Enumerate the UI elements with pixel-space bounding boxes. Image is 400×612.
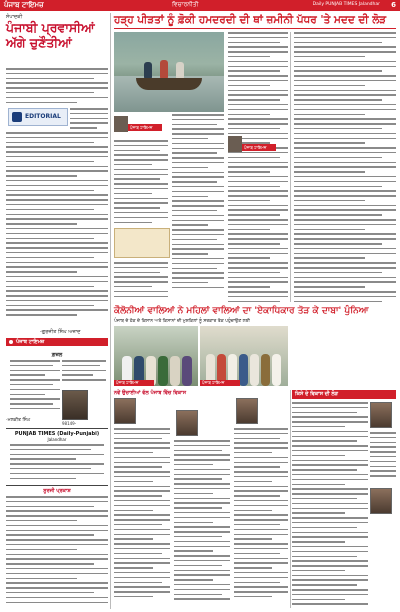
editorial-text-side (70, 108, 108, 130)
flood-boat-photo (114, 32, 224, 112)
byline-card (114, 116, 162, 138)
editorial-icon (12, 112, 22, 122)
author-phone: 98149- (62, 421, 77, 426)
right-box-header: ਕਿਸੇ ਦੇ ਵਿਕਾਸ ਦੀ ਲੋੜ (292, 390, 396, 399)
portrait-photo (370, 488, 392, 514)
portrait-photo (114, 398, 136, 424)
person (272, 354, 281, 386)
person (182, 356, 192, 386)
byline-label: ਪੰਜਾਬ ਟਾਇਮਜ਼ (128, 124, 162, 131)
second-subheadline: ਪੰਜਾਬ ਦੇ ਹੱਕ ਦੇ ਕਿਸਾਨ ਅਤੇ ਕਿਸਾਨਾਂ ਦੀ ਮੁਸ਼ਕਿਲਾਂ ਨੂੰ ਸਰਕਾਰ ਤੱਕ ਪਹੁੰਚਾਉਣ ਲਈ (114, 319, 250, 324)
lower-text-col-1 (114, 428, 170, 608)
imprint-box (6, 428, 108, 486)
editorial-headline: ਪੰਜਾਬੀ ਪ੍ਰਵਾਸੀਆਂ ਅੱਗੇ ਚੁਣੌਤੀਆਂ (6, 20, 95, 50)
person (239, 354, 248, 386)
main-text-col-1b (114, 262, 168, 302)
column-divider (110, 13, 111, 609)
imprint-subtitle: Jalandhar (47, 437, 67, 442)
right-box-text-2 (370, 432, 396, 484)
person (261, 354, 270, 386)
person (160, 60, 168, 80)
poem-title: ਗ਼ਜ਼ਲ (51, 352, 63, 358)
editorial-badge (8, 108, 68, 126)
bottom-column-head: ਸੂਰਜੀ ਪ੍ਰਕਾਸ਼ (43, 488, 71, 494)
main-headline: ਹੜ੍ਹ ਪੀੜਤਾਂ ਨੂੰ ਫ਼ੋਕੀ ਹਮਦਰਦੀ ਦੀ ਥਾਂ ਜ਼ਮੀਨੀ ਪੱਧਰ 'ਤੇ ਮਦਦ ਦੀ ਲੋੜ (114, 14, 387, 26)
quote-box (114, 228, 170, 258)
page-number: 6 (391, 1, 396, 9)
poem-author: -ਮਲਕੀਤ ਸਿੰਘ (6, 418, 31, 423)
group-photo-left (114, 326, 198, 386)
column-divider (290, 32, 291, 302)
poem-text (10, 360, 60, 416)
paper-name: ਪੰਜਾਬ ਟਾਇਮਜ਼ (4, 1, 44, 9)
group-photo-right (200, 326, 288, 386)
portrait-photo (236, 398, 258, 424)
masthead-bar (0, 0, 400, 11)
third-headline: ਨਵੇਂ ਉਚਾਈਆਂ ਵੱਲ ਪੰਜਾਬ ਵਿੱਚ ਵਿਕਾਸ (114, 390, 187, 396)
main-text-col-3 (228, 32, 288, 302)
imprint-title: PUNJAB TIMES (Daily-Punjabi) (14, 431, 100, 437)
editorial-badge-label: EDITORIAL (25, 113, 61, 120)
right-text-col (294, 32, 396, 302)
author-photo (62, 390, 88, 420)
byline-photo (228, 136, 242, 152)
person (158, 356, 168, 386)
editorial-text-top (6, 68, 108, 106)
photo-caption-right: ਪੰਜਾਬ ਟਾਇਮਜ਼ (200, 380, 240, 386)
editorial-signature: -ਗੁਰਜੀਤ ਸਿੰਘ ਅਜ਼ਾਦ (40, 329, 81, 335)
headline-rule (114, 28, 396, 29)
byline-photo (114, 116, 128, 132)
person (170, 356, 180, 386)
section-label: ਵਿਚਾਰਨੀਤੀ (172, 1, 199, 8)
main-text-col-1 (114, 140, 168, 226)
poetry-box-header: ਪੰਜਾਬ ਟਾਇਮਜ਼ (6, 338, 108, 346)
masthead-right: Daily PUNJAB TIMES Jalandhar (312, 2, 380, 7)
byline-label: ਪੰਜਾਬ ਟਾਇਮਜ਼ (242, 144, 276, 151)
second-headline: ਕੌਲੋਨੀਆਂ ਵਾਲਿਆਂ ਨੇ ਮਹਿਲਾਂ ਵਾਲਿਆਂ ਦਾ 'ਏਕਾਧਿਕਾਰ ਤੋੜ ਕੇ ਦਾਬਾ' ਪੁੰਨਿਆ (114, 306, 369, 316)
portrait-photo (176, 410, 198, 436)
person (250, 354, 259, 386)
portrait-photo (370, 402, 392, 428)
main-text-col-2 (172, 114, 224, 302)
lower-text-col-2 (174, 440, 230, 608)
bottom-column-text (6, 496, 108, 608)
column-divider (290, 390, 291, 608)
lower-text-col-3 (234, 428, 288, 608)
byline-card (228, 136, 276, 158)
editorial-label: ਸੰਪਾਦਕੀ (6, 14, 23, 20)
imprint-text (10, 444, 104, 484)
editorial-text-body (6, 132, 108, 327)
photo-caption-left: ਪੰਜਾਬ ਟਾਇਮਜ਼ (114, 380, 154, 386)
poem-text-right (62, 360, 106, 388)
boat (136, 78, 202, 90)
right-box-text (292, 402, 368, 608)
